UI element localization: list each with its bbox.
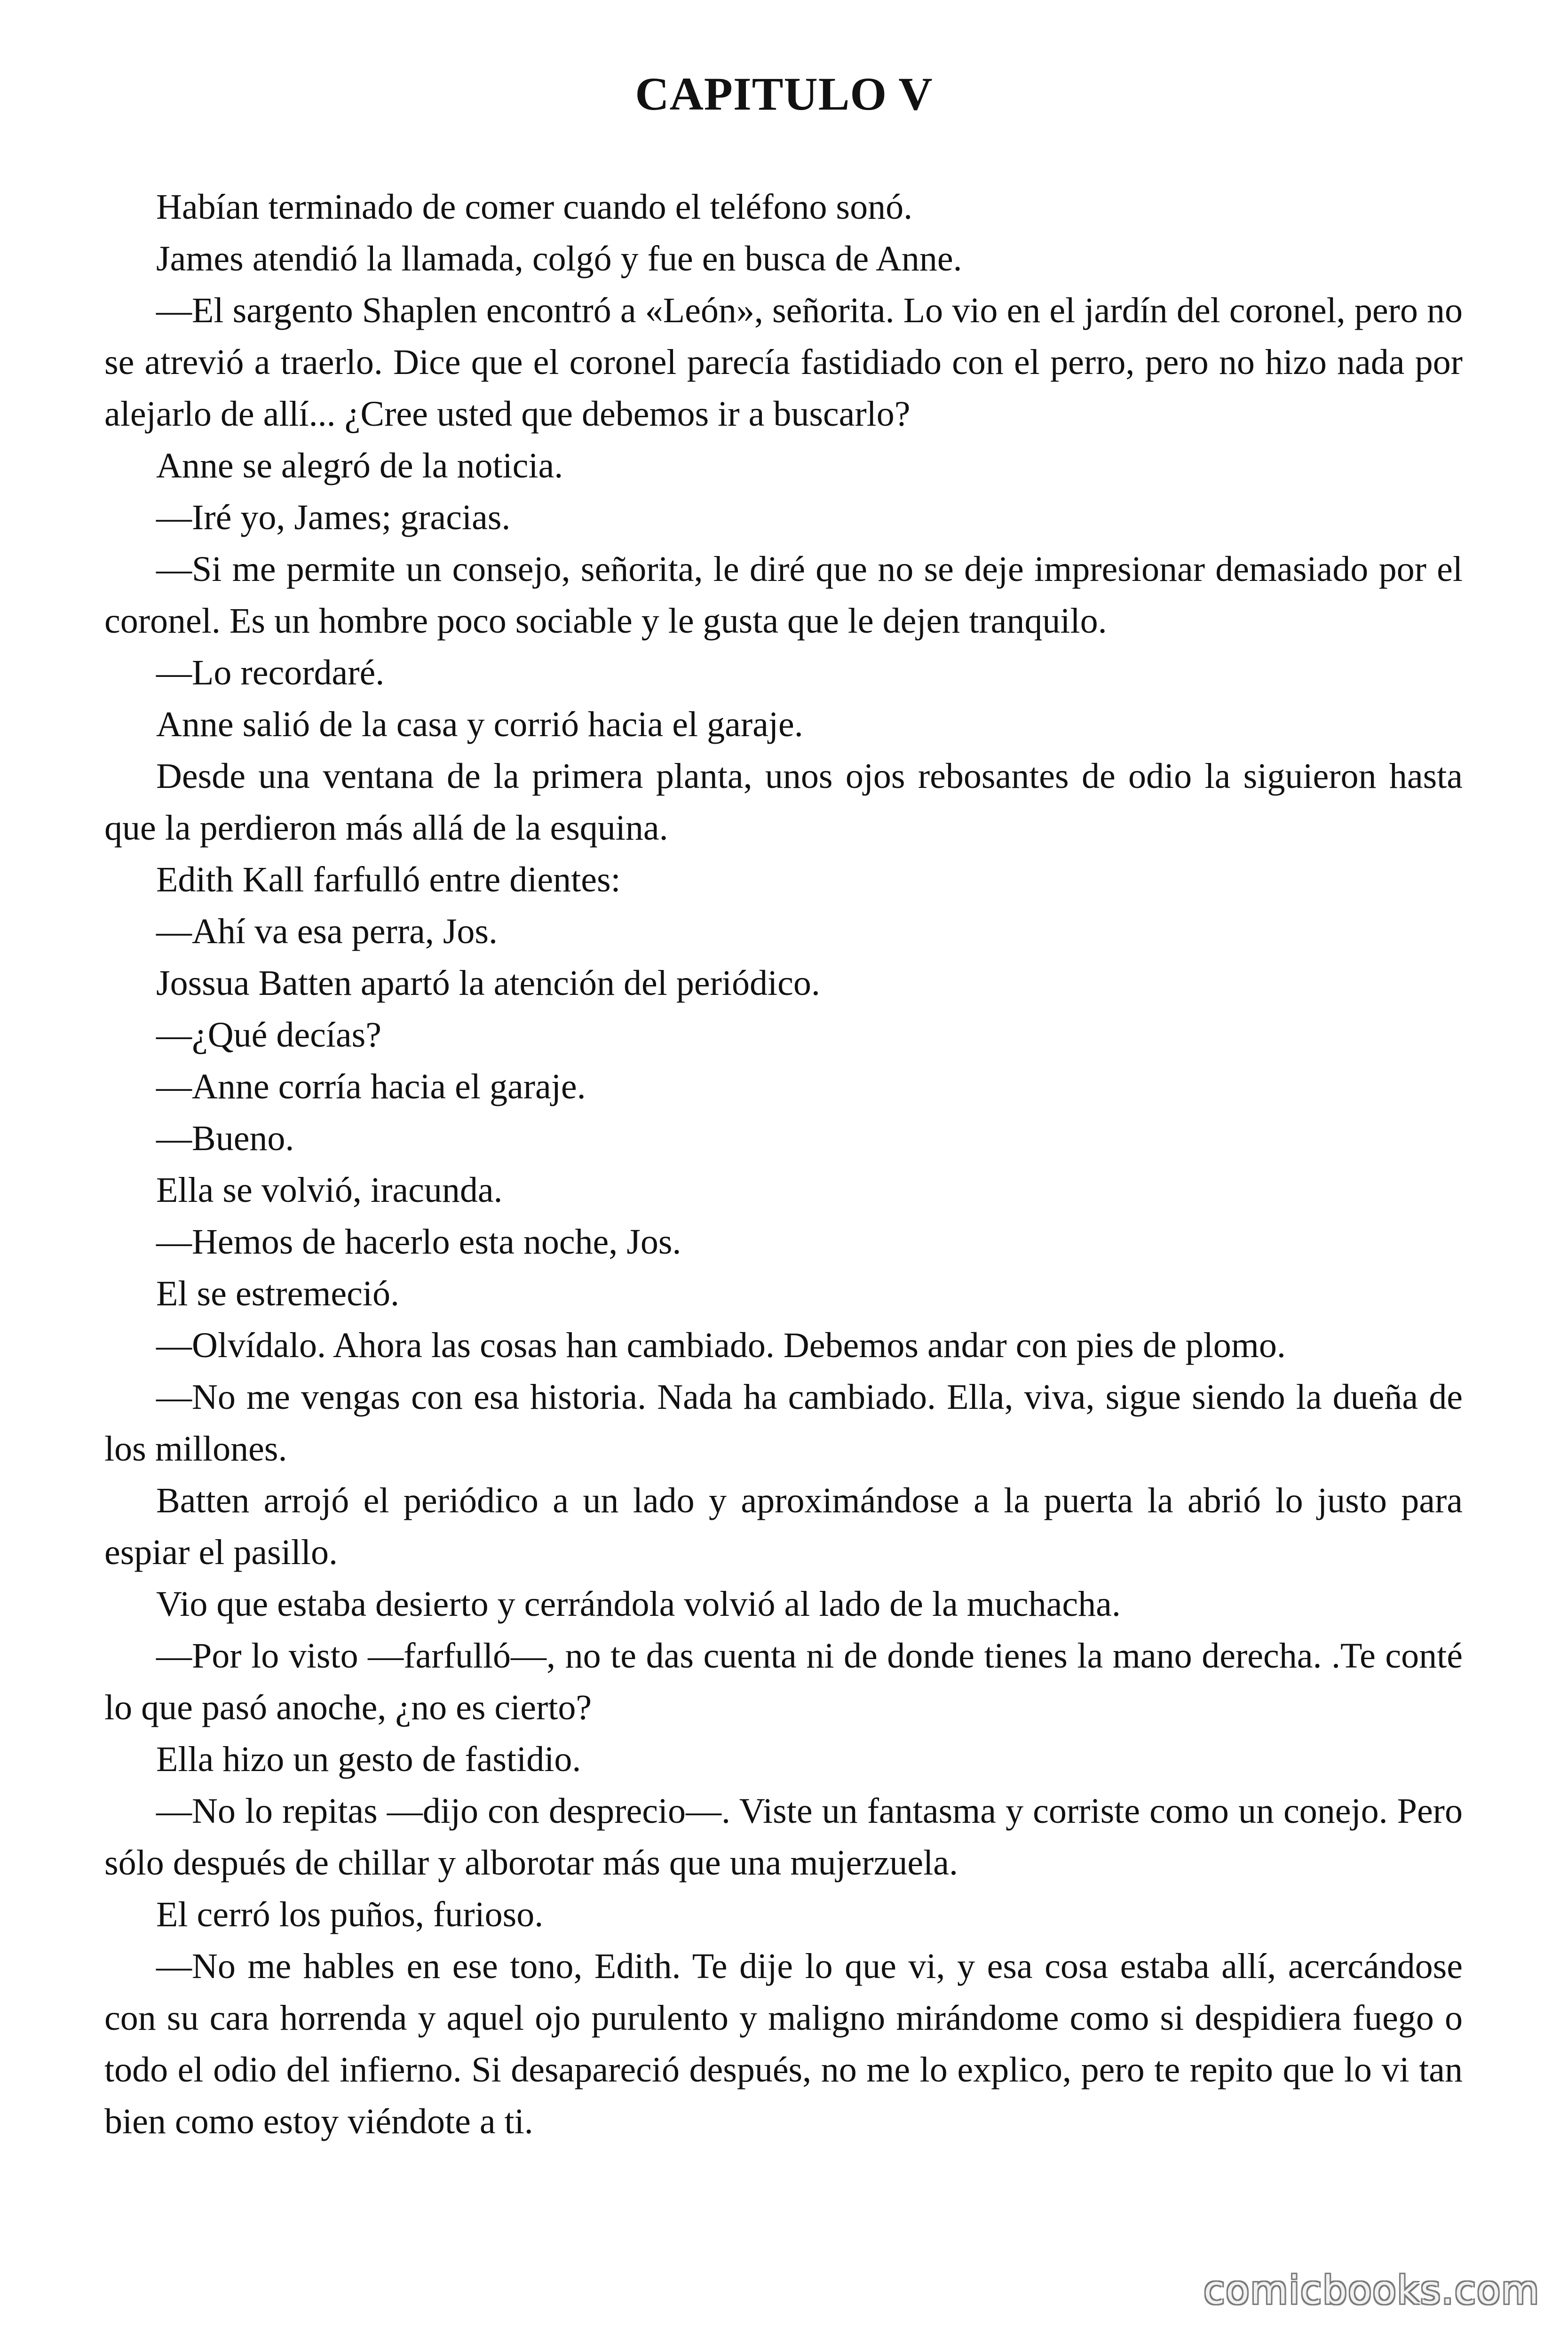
paragraph: Anne salió de la casa y corrió hacia el garaje. [156,705,803,744]
paragraph: Habían terminado de comer cuando el teléfono sonó. [156,187,913,227]
paragraph: Desde una ventana de la primera planta, unos ojos rebosantes de odio la siguieron hasta que la perdieron más allá de la esquina. [104,756,1463,848]
paragraph: —No me vengas con esa historia. Nada ha cambiado. Ella, viva, sigue siendo la dueña de los millones. [104,1377,1463,1469]
paragraph: —Hemos de hacerlo esta noche, Jos. [156,1222,681,1262]
paragraph: —No me hables en ese tono, Edith. Te dije lo que vi, y esa cosa estaba allí, acercándose con su cara horrenda y aquel ojo purulento y maligno mirándome como si despidiera fuego o todo el odio del infierno. Si desapareció después, no me lo explico, pero te repito que lo vi tan bien como estoy viéndote a ti. [104,1947,1463,2141]
paragraph: —¿Qué decías? [156,1015,381,1055]
paragraph: Jossua Batten apartó la atención del periódico. [156,963,820,1003]
paragraph: —El sargento Shaplen encontró a «León», señorita. Lo vio en el jardín del coronel, pero no se atrevió a traerlo. Dice que el coronel parecía fastidiado con el perro, pero no hizo nada por alejarlo de allí... ¿Cree usted que debemos ir a buscarlo? [104,291,1463,434]
paragraph: Vio que estaba desierto y cerrándola volvió al lado de la muchacha. [156,1584,1121,1624]
paragraph: El cerró los puños, furioso. [156,1895,544,1934]
paragraph: El se estremeció. [156,1274,400,1313]
paragraph: —Iré yo, James; gracias. [156,498,511,537]
chapter-title: CAPITULO V [635,68,933,120]
paragraph: James atendió la llamada, colgó y fue en busca de Anne. [156,239,962,278]
paragraph: Anne se alegró de la noticia. [156,446,563,485]
paragraph: —No lo repitas —dijo con desprecio—. Viste un fantasma y corriste como un conejo. Pero sólo después de chillar y alborotar más que una mujerzuela. [104,1791,1463,1883]
paragraph: Ella hizo un gesto de fastidio. [156,1740,581,1779]
paragraph: Batten arrojó el periódico a un lado y aproximándose a la puerta la abrió lo justo para espiar el pasillo. [104,1481,1463,1572]
chapter-body [104,181,1463,2147]
paragraph: —Lo recordaré. [156,653,385,692]
paragraph: —Olvídalo. Ahora las cosas han cambiado. Debemos andar con pies de plomo. [156,1326,1286,1365]
paragraph: —Bueno. [156,1119,294,1158]
paragraph: —Ahí va esa perra, Jos. [156,912,498,951]
watermark: comicbooks.com [1204,2268,1540,2313]
paragraph: —Anne corría hacia el garaje. [156,1067,586,1106]
paragraph: Ella se volvió, iracunda. [156,1170,503,1210]
paragraph: Edith Kall farfulló entre dientes: [156,860,621,899]
paragraph: —Si me permite un consejo, señorita, le diré que no se deje impresionar demasiado por el coronel. Es un hombre poco sociable y le gusta que le dejen tranquilo. [104,549,1463,641]
paragraph: —Por lo visto —farfulló—, no te das cuenta ni de donde tienes la mano derecha. .Te conté lo que pasó anoche, ¿no es cierto? [104,1636,1463,1727]
